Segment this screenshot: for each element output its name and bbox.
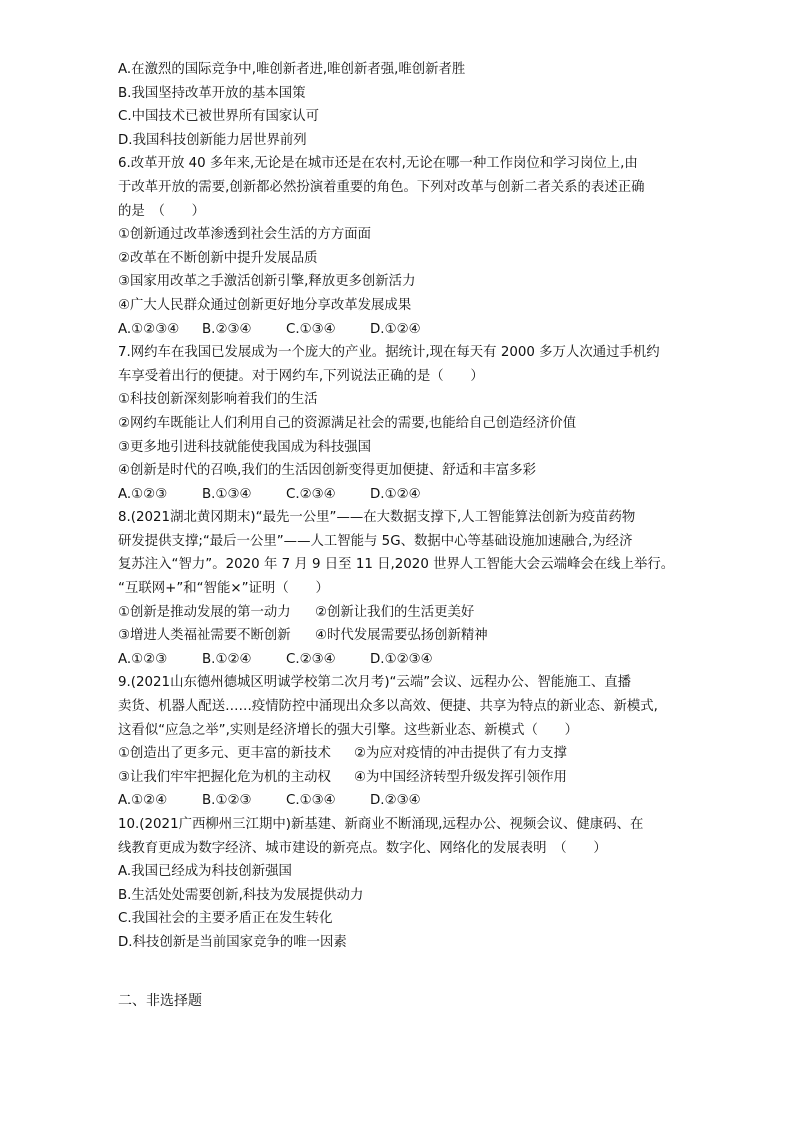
q9-item-1: ①创造出了更多元、更丰富的新技术 (118, 746, 331, 762)
q7-item-1: ①科技创新深刻影响着我们的生活 (118, 392, 318, 408)
section-heading-non-choice: 二、非选择题 (118, 992, 202, 1009)
q9-items-row-2 (118, 766, 678, 790)
q6-item-1: ①创新通过改革渗透到社会生活的方方面面 (118, 227, 372, 243)
q7-option-d[interactable]: D.①②④ (370, 486, 421, 502)
q8-items-row-2 (118, 624, 678, 648)
q10-stem-line-1: 10.(2021广西柳州三江期中)新基建、新商业不断涌现,远程办公、视频会议、健康码、在 (118, 817, 644, 832)
q7-item-3: ③更多地引进科技就能使我国成为科技强国 (118, 439, 372, 455)
q7-option-b[interactable]: B.①③④ (202, 486, 252, 502)
q8-item-1: ①创新是推动发展的第一动力 (118, 604, 291, 620)
q10-option-b[interactable]: B.生活处处需要创新,科技为发展提供动力 (118, 887, 364, 903)
q9-stem-line-2: 卖货、机器人配送……疫情防控中涌现出众多以高效、便捷、共享为特点的新业态、新模式, (118, 699, 658, 715)
q9-option-b[interactable]: B.①②③ (202, 793, 252, 809)
q8-option-a[interactable]: A.①②③ (118, 651, 168, 667)
q6-option-c[interactable]: C.①③④ (286, 321, 336, 337)
q7-item-2: ②网约车既能让人们利用自己的资源满足社会的需要,也能给自己创造经济价值 (118, 415, 577, 431)
q6-item-4: ④广大人民群众通过创新更好地分享改革发展成果 (118, 297, 412, 313)
q8-stem-line-1: 8.(2021湖北黄冈期末)“最先一公里”——在大数据支撑下,人工智能算法创新为疫苗药物 (118, 510, 636, 526)
exam-page (118, 58, 678, 1013)
q8-option-c[interactable]: C.②③④ (286, 651, 336, 667)
q9-stem-line-1: 9.(2021山东德州德城区明诚学校第二次月考)“云端”会议、远程办公、智能施工、直播 (118, 675, 632, 691)
q7-stem-line-1: 7.网约车在我国已发展成为一个庞大的产业。据统计,现在每天有 2000 多万人次通过手机约 (118, 345, 660, 361)
q6-option-a[interactable]: A.①②③④ (118, 321, 180, 337)
q9-option-d[interactable]: D.②③④ (370, 793, 421, 809)
q6-item-2: ②改革在不断创新中提升发展品质 (118, 250, 318, 266)
q9-option-c[interactable]: C.①③④ (286, 793, 336, 809)
q6-options (118, 318, 678, 342)
q9-options (118, 789, 678, 813)
q8-item-3: ③增进人类福祉需要不断创新 (118, 628, 291, 644)
q10-option-d[interactable]: D.科技创新是当前国家竞争的唯一因素 (118, 934, 347, 950)
q9-stem-line-3: 这看似“应急之举”,实则是经济增长的强大引擎。这些新业态、新模式（ ） (118, 722, 579, 738)
q6-stem-line-3: 的是 （ ） (118, 203, 206, 219)
q6-stem-line-2: 于改革开放的需要,创新都必然扮演着重要的角色。下列对改革与创新二者关系的表述正确 (118, 179, 645, 195)
q5-option-b: B.我国坚持改革开放的基本国策 (118, 85, 306, 101)
q7-options (118, 483, 678, 507)
q8-stem-line-4: “互联网+”和“智能×”证明（ ） (118, 581, 329, 597)
q6-option-d[interactable]: D.①②④ (370, 321, 421, 337)
q5-option-c: C.中国技术已被世界所有国家认可 (118, 109, 320, 125)
q6-stem-line-1: 6.改革开放 40 多年来,无论是在城市还是在农村,无论在哪一种工作岗位和学习岗位上,由 (118, 156, 638, 172)
q8-item-2: ②创新让我们的生活更美好 (315, 604, 475, 620)
q9-option-a[interactable]: A.①②④ (118, 793, 168, 809)
q8-stem-line-3: 复苏注入“智力”。2020 年 7 月 9 日至 11 日,2020 世界人工智能大会云端峰会在线上举行。 (118, 557, 675, 573)
q6-option-b[interactable]: B.②③④ (202, 321, 252, 337)
q8-options (118, 648, 678, 672)
q8-stem-line-2: 研发提供支撑;“最后一公里”——人工智能与 5G、数据中心等基础设施加速融合,为经济 (118, 533, 633, 549)
q7-item-4: ④创新是时代的召唤,我们的生活因创新变得更加便捷、舒适和丰富多彩 (118, 463, 536, 479)
q10-option-c[interactable]: C.我国社会的主要矛盾正在发生转化 (118, 911, 333, 927)
q9-item-3: ③让我们牢牢把握化危为机的主动权 (118, 769, 331, 785)
q7-stem-line-2: 车享受着出行的便捷。对于网约车,下列说法正确的是（ ） (118, 368, 484, 384)
q10-stem-line-2: 线教育更成为数字经济、城市建设的新亮点。数字化、网络化的发展表明 （ ） (118, 840, 607, 856)
q8-option-b[interactable]: B.①②④ (202, 651, 252, 667)
q8-items-row-1 (118, 601, 678, 625)
q9-item-2: ②为应对疫情的冲击提供了有力支撑 (354, 746, 567, 762)
q5-option-d: D.我国科技创新能力居世界前列 (118, 132, 307, 148)
q5-option-a: A.在激烈的国际竞争中,唯创新者进,唯创新者强,唯创新者胜 (118, 62, 466, 77)
q6-item-3: ③国家用改革之手激活创新引擎,释放更多创新活力 (118, 274, 416, 290)
q10-option-a[interactable]: A.我国已经成为科技创新强国 (118, 864, 292, 880)
q8-item-4: ④时代发展需要弘扬创新精神 (315, 628, 488, 644)
q9-items-row-1 (118, 742, 678, 766)
q9-item-4: ④为中国经济转型升级发挥引领作用 (354, 769, 567, 785)
q7-option-a[interactable]: A.①②③ (118, 486, 168, 502)
q8-option-d[interactable]: D.①②③④ (370, 651, 433, 667)
q7-option-c[interactable]: C.②③④ (286, 486, 336, 502)
